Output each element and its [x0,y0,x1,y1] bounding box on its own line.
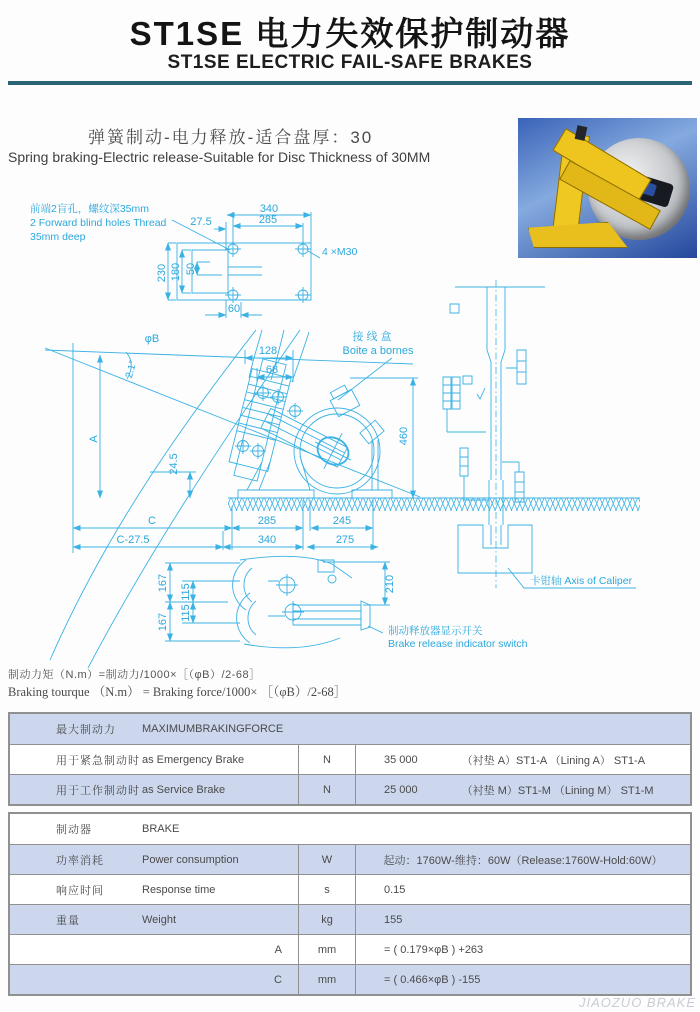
table-row [10,934,690,964]
value: 25 000 [384,783,418,796]
angle-label: 2.1° [123,359,140,380]
unit-cell: N [298,745,356,774]
table-row [10,714,690,744]
shaft-view [443,280,636,588]
value-cell [356,905,690,934]
row-label-zh: 功率消耗 [56,854,104,867]
dim-label: 340 [259,203,279,215]
value: = ( 0.466×φB ) -155 [384,973,481,986]
max-braking-force-table [8,712,692,806]
braking-torque-formula-en: Braking tourque （N.m） = Braking force/1000× ［（φB）/2-68］ [8,685,347,699]
dim-label: φB [144,333,160,345]
indicator-switch-label-zh: 制动释放器显示开关 [388,625,483,637]
technical-drawing [0,198,700,668]
terminal-box-label-zh: 接 线 盒 [352,331,392,343]
row-label-symbol: C [274,973,282,986]
value-cell [356,965,690,994]
row-label-zh: 制动器 [56,824,92,836]
dim-label: 128 [258,345,278,357]
unit-cell: mm [298,965,356,994]
unit-cell: s [298,875,356,904]
axis-of-caliper-label: 卡钳轴 Axis of Caliper [530,575,633,587]
unit-cell: kg [298,905,356,934]
table-row [10,874,690,904]
value: 35 000 [384,753,418,766]
bolt-marks [235,385,303,459]
row-label-en: Weight [142,913,177,926]
value-extra: （衬垫 M）ST1-M （Lining M） ST1-M [461,784,654,797]
dim-label: 115 [180,604,192,622]
side-view [45,329,640,668]
table-row [10,964,690,994]
dim-label: 245 [332,515,352,527]
terminal-box [327,383,360,416]
value-extra: （衬垫 A）ST1-A （Lining A） ST1-A [461,754,646,767]
dim-label: 285 [258,214,278,226]
value-cell [356,775,690,804]
release-housing [294,408,380,494]
value: = ( 0.179×φB ) +263 [384,943,484,956]
dim-label: 460 [398,426,410,446]
row-label-en: Response time [142,883,216,896]
drawing-note: 35mm deep [30,231,86,243]
dim-label: 167 [157,612,169,632]
table-row [10,814,690,844]
drawing-note: 2 Forward blind holes Thread [30,217,167,229]
dim-label: 340 [257,534,277,546]
foundation-hatch [458,525,532,573]
dim-label: 50 [185,262,197,276]
bolt-holes [225,241,311,303]
push-rod [261,408,348,467]
row-label-en: Power consumption [142,853,239,866]
row-label-en: BRAKE [142,823,180,835]
drawing-note: 前端2盲孔，螺纹深35mm [30,203,150,215]
brake-spec-table [8,812,692,996]
dim-label: 4 ×M30 [322,246,358,258]
terminal-box-label-fr: Boite a bornes [342,345,414,357]
table-row [10,774,690,804]
watermark: JIAOZUO BRAKE [578,995,696,1010]
table-row [10,744,690,774]
dim-label: 60 [227,303,241,315]
dim-label: A [88,435,100,443]
indicator-switch-label-en: Brake release indicator switch [388,638,528,650]
row-label-zh: 响应时间 [56,884,104,897]
value: 155 [384,913,403,926]
row-label-en: as Emergency Brake [142,753,245,766]
braking-torque-formula-zh: 制动力矩（N.m）=制动力/1000×［（φB）/2-68］ [8,669,261,681]
row-label-en: as Service Brake [142,783,226,796]
dim-label: 230 [156,263,168,283]
value-cell [356,875,690,904]
page-subtitle: ST1SE ELECTRIC FAIL-SAFE BRAKES [167,52,533,73]
header-divider [8,81,692,85]
value-cell [356,745,690,774]
table-row [10,844,690,874]
product-photo [518,118,697,258]
intro-heading-zh: 弹簧制动-电力释放-适合盘厚：30 [88,128,374,147]
ground-hatch [228,498,640,511]
caliper-bottom-view [157,556,528,650]
table-row [10,904,690,934]
dim-label: 24.5 [168,453,180,475]
dim-label: 115 [180,583,192,601]
top-view [30,202,357,318]
unit-cell: mm [298,935,356,964]
dim-label: C [148,515,156,527]
row-label-zh: 用于紧急制动时 [56,754,140,767]
row-label-en: MAXIMUMBRAKINGFORCE [142,723,284,735]
value-cell [356,845,690,874]
unit-cell: W [298,845,356,874]
dim-label: C-27.5 [116,534,150,546]
value: 起动：1760W-维持：60W（Release:1760W-Hold:60W） [383,854,663,867]
dim-label: 285 [257,515,277,527]
value: 0.15 [384,883,406,896]
row-label-zh: 用于工作制动时 [56,784,140,797]
row-label-symbol: A [274,943,282,956]
dim-label: 167 [157,573,169,593]
intro-heading-en: Spring braking-Electric release-Suitable for Disc Thickness of 30MM [8,149,431,165]
dim-label: 68 [265,364,279,376]
dim-label: 210 [384,574,396,594]
dim-label: 180 [170,262,182,282]
page-title: ST1SE 电力失效保护制动器 [129,15,571,52]
row-label-zh: 重量 [56,914,80,927]
dim-label: 275 [335,534,355,546]
value-cell [356,935,690,964]
spring-pack [226,357,294,483]
dim-label: 27.5 [190,216,212,228]
row-label-zh: 最大制动力 [56,724,116,736]
unit-cell: N [298,775,356,804]
